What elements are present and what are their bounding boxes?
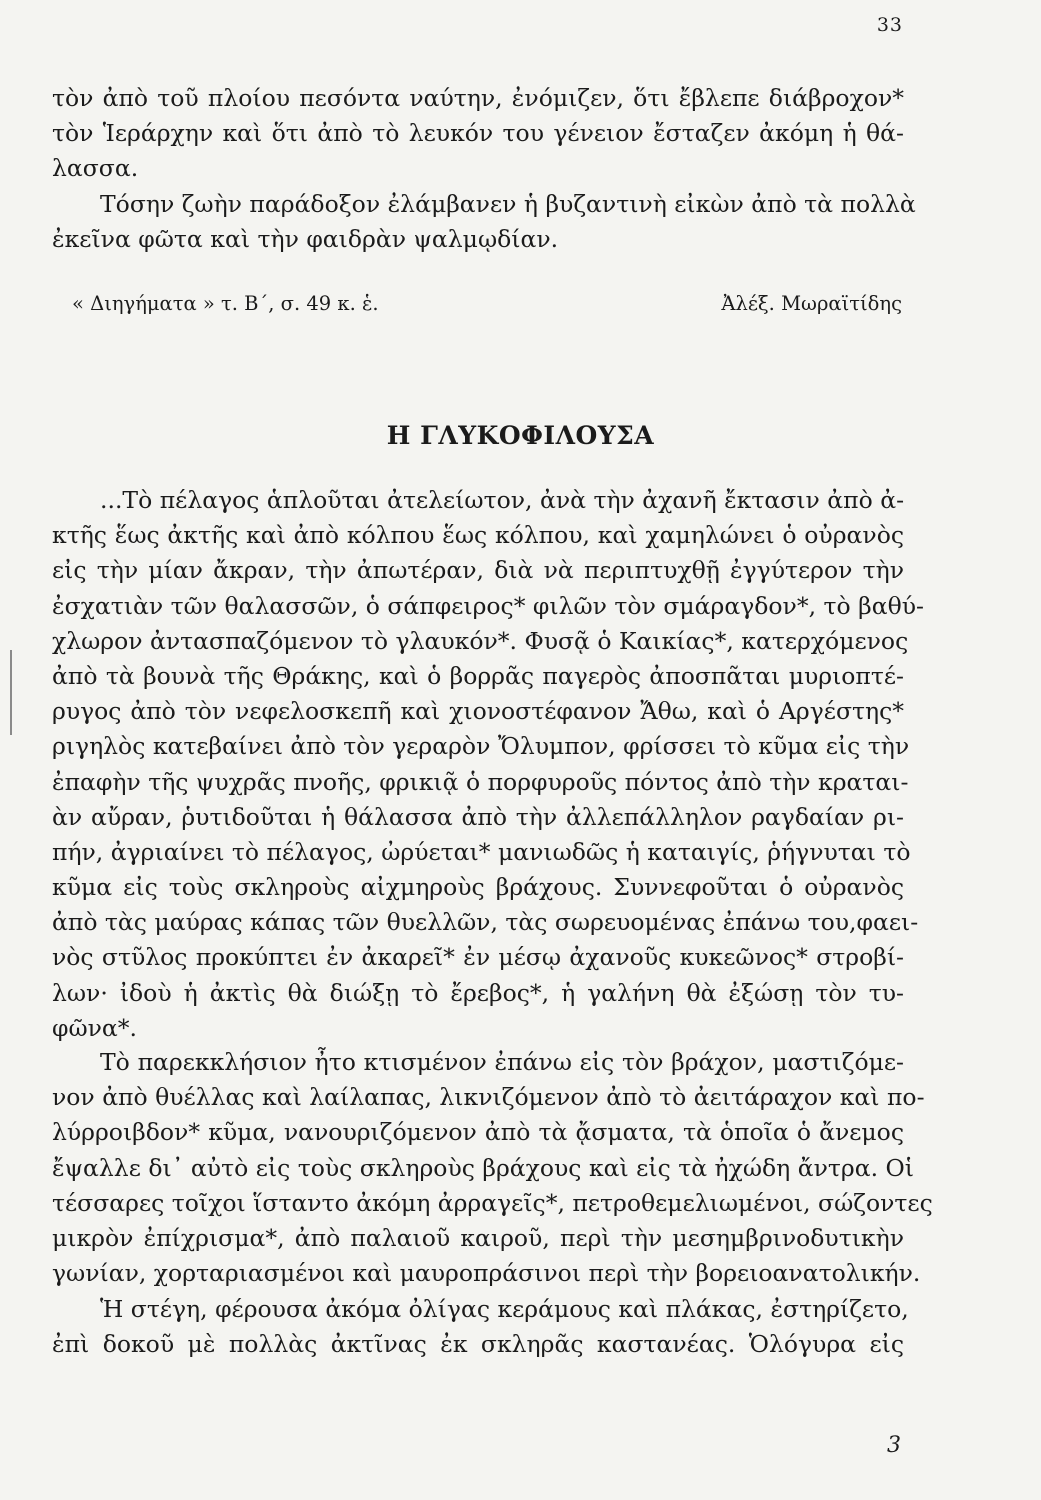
- text-line: ...Τὸ πέλαγος ἁπλοῦται ἀτελείωτον, ἀνὰ τὴν ἀχανῆ ἔκτασιν ἀπὸ ἀ-: [100, 486, 905, 514]
- margin-mark: [10, 650, 12, 735]
- text-line: λων· ἰδοὺ ἡ ἀκτὶς θὰ διώξῃ τὸ ἔρεβος*, ἡ γαλήνη θὰ ἐξώσῃ τὸν τυ-: [52, 978, 904, 1007]
- text-line: ὰν αὔραν, ῥυτιδοῦται ἡ θάλασσα ἀπὸ τὴν ἀλλεπάλληλον ραγδαίαν ρι-: [52, 802, 904, 831]
- text-line: ρυγος ἀπὸ τὸν νεφελοσκεπῆ καὶ χιονοστέφανον Ἄθω, καὶ ὁ Αργέστης*: [52, 697, 904, 726]
- text-line: ἐπὶ δοκοῦ μὲ πολλὰς ἀκτῖνας ἐκ σκληρᾶς καστανέας. Ὁλόγυρα εἰς: [52, 1330, 904, 1359]
- text-line: κτῆς ἕως ἀκτῆς καὶ ἀπὸ κόλπου ἕως κόλπου, καὶ χαμηλώνει ὁ οὐρανὸς: [52, 521, 904, 550]
- text-line: γωνίαν, χορταριασμένοι καὶ μαυροπράσινοι περὶ τὴν βορειοανατολικήν.: [52, 1259, 921, 1288]
- paragraph-3: [52, 483, 924, 1046]
- text-line: ριγηλὸς κατεβαίνει ἀπὸ τὸν γεραρὸν Ὄλυμπον, φρίσσει τὸ κῦμα εἰς τὴν: [52, 732, 910, 761]
- text-line: λασσα.: [52, 154, 139, 183]
- text-line: τὸν ἀπὸ τοῦ πλοίου πεσόντα ναύτην, ἐνόμιζεν, ὅτι ἔβλεπε διάβροχον*: [52, 84, 904, 112]
- text-line: νον ἀπὸ θυέλλας καὶ λαίλαπας, λικνιζόμενον ἀπὸ τὸ ἀειτάραχον καὶ πο-: [52, 1083, 925, 1112]
- paragraph-2: [52, 187, 916, 257]
- source-work: « Διηγήματα » τ. Β΄, σ. 49 κ. ἑ.: [72, 292, 379, 315]
- text-line: νὸς στῦλος προκύπτει ἐν ἀκαρεῖ* ἐν μέσῳ ἀχανοῦς κυκεῶνος* στροβί-: [52, 943, 904, 972]
- text-line: εἰς τὴν μίαν ἄκραν, τὴν ἀπωτέραν, διὰ νὰ περιπτυχθῇ ἐγγύτερον τὴν: [52, 556, 904, 585]
- text-line: ἐκεῖνα φῶτα καὶ τὴν φαιδρὰν ψαλμῳδίαν.: [52, 225, 559, 254]
- text-line: λύρροιβδον* κῦμα, νανουριζόμενον ἀπὸ τὰ ᾄσματα, τὰ ὁποῖα ὁ ἄνεμος: [52, 1118, 904, 1147]
- text-line: ἀπὸ τὰς μαύρας κάπας τῶν θυελλῶν, τὰς σωρευομένας ἐπάνω του,φαει-: [52, 908, 919, 937]
- text-line: πήν, ἀγριαίνει τὸ πέλαγος, ὠρύεται* μανιωδῶς ἡ καταιγίς, ῥήγνυται τὸ: [52, 837, 911, 866]
- source-citation: [72, 292, 904, 315]
- text-line: τὸν Ἱεράρχην καὶ ὅτι ἀπὸ τὸ λευκόν του γένειον ἔσταζεν ἀκόμη ἡ θά-: [52, 119, 904, 148]
- text-line: ἐσχατιὰν τῶν θαλασσῶν, ὁ σάπφειρος* φιλῶν τὸν σμάραγδον*, τὸ βαθύ-: [52, 591, 924, 620]
- text-line: κῦμα εἰς τοὺς σκληροὺς αἰχμηροὺς βράχους. Συννεφοῦται ὁ οὐρανὸς: [52, 873, 904, 902]
- signature-number: 3: [887, 1433, 901, 1458]
- section-title: Η ΓΛΥΚΟΦΙΛΟΥΣΑ: [386, 421, 655, 450]
- paragraph-5: [52, 1292, 909, 1362]
- text-line: χλωρον ἀντασπαζόμενον τὸ γλαυκόν*. Φυσᾷ ὁ Καικίας*, κατερχόμενος: [52, 626, 909, 655]
- text-line: ἔψαλλε δι᾽ αὐτὸ εἰς τοὺς σκληροὺς βράχους καὶ εἰς τὰ ἠχώδη ἄντρα. Οἱ: [52, 1153, 914, 1182]
- paragraph-4: [52, 1045, 933, 1291]
- paragraph-1: [52, 81, 904, 187]
- text-line: Τὸ παρεκκλήσιον ἦτο κτισμένον ἐπάνω εἰς τὸν βράχον, μαστιζόμε-: [100, 1048, 904, 1076]
- source-author: Ἀλέξ. Μωραϊτίδης: [721, 292, 902, 315]
- page-number: 33: [876, 14, 903, 36]
- text-line: ἀπὸ τὰ βουνὰ τῆς Θράκης, καὶ ὁ βορρᾶς παγερὸς ἀποσπᾶται μυριοπτέ-: [52, 661, 904, 690]
- text-line: τέσσαρες τοῖχοι ἵσταντο ἀκόμη ἀρραγεῖς*, πετροθεμελιωμένοι, σώζοντες: [52, 1188, 933, 1217]
- text-line: μικρὸν ἐπίχρισμα*, ἀπὸ παλαιοῦ καιροῦ, περὶ τὴν μεσημβρινοδυτικὴν: [52, 1223, 904, 1252]
- text-line: φῶνα*.: [52, 1013, 137, 1042]
- text-line: ἐπαφὴν τῆς ψυχρᾶς πνοῆς, φρικιᾷ ὁ πορφυροῦς πόντος ἀπὸ τὴν κραται-: [52, 767, 909, 796]
- text-line: Τόσην ζωὴν παράδοξον ἐλάμβανεν ἡ βυζαντινὴ εἰκὼν ἀπὸ τὰ πολλὰ: [100, 190, 916, 218]
- text-line: Ἡ στέγη, φέρουσα ἀκόμα ὀλίγας κεράμους καὶ πλάκας, ἐστηρίζετο,: [100, 1295, 909, 1323]
